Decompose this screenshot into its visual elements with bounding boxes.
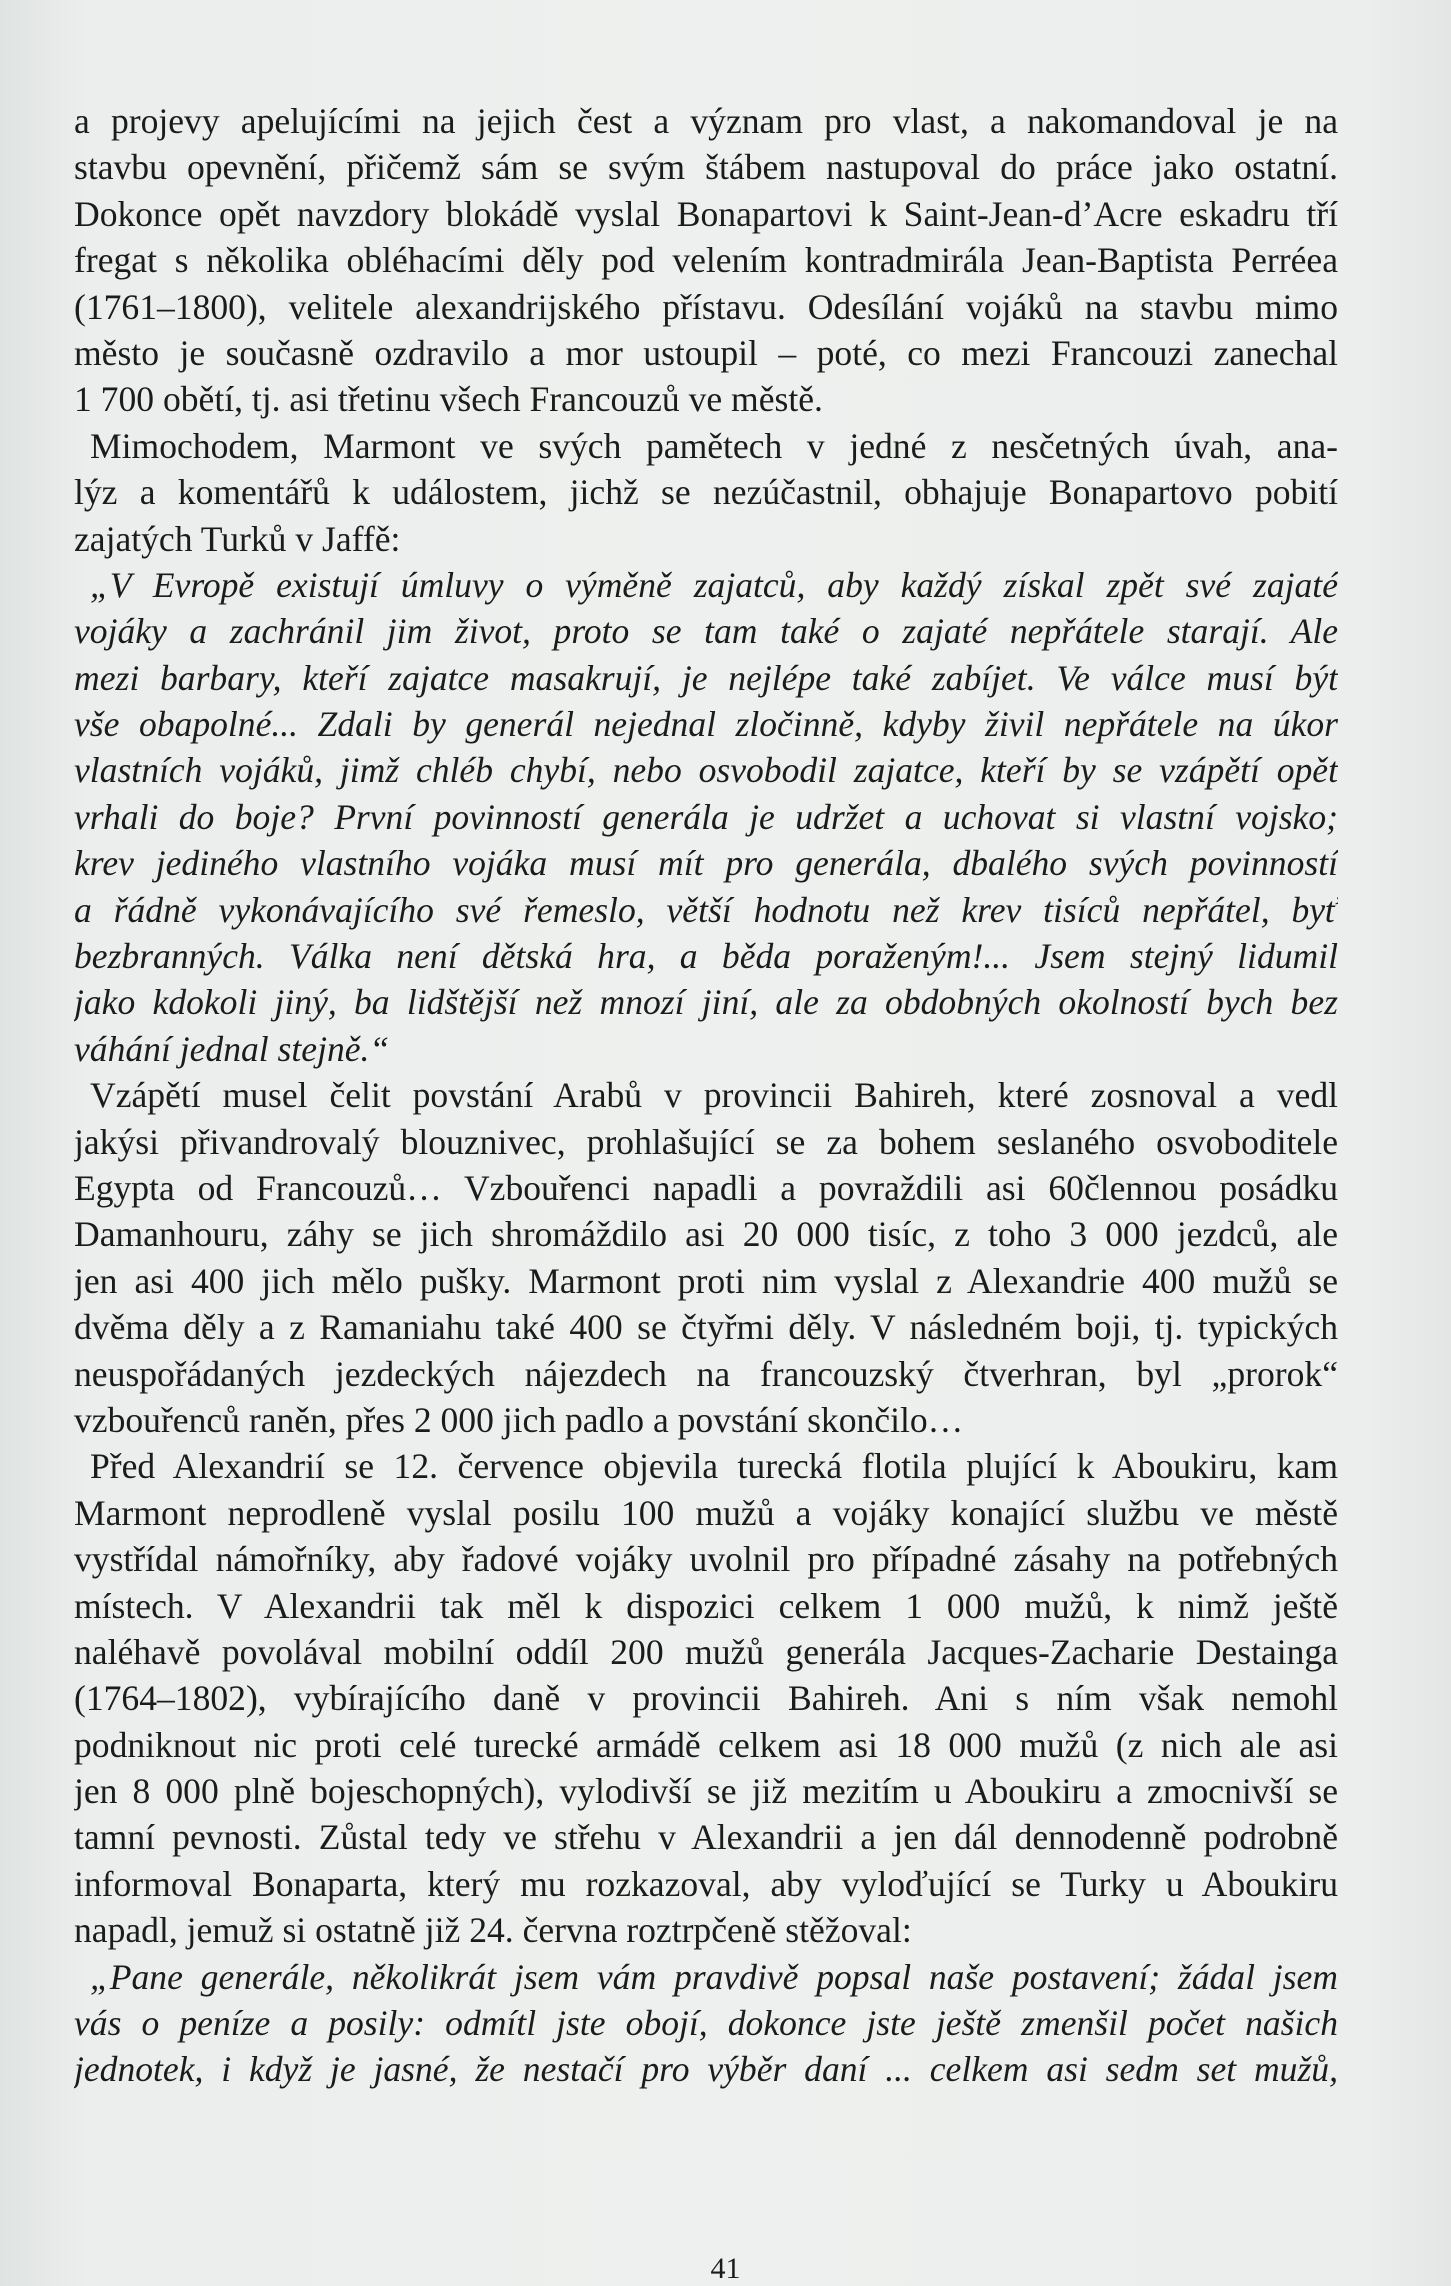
- quote-line: váhání jednal stejně.“: [74, 1028, 390, 1069]
- text-line: dvěma děly a z Ramaniahu také 400 se čtyřmi děly. V následném boji, tj. typických: [74, 1307, 1338, 1348]
- text-line: zajatých Turků v Jaffě:: [74, 518, 401, 559]
- text-line: stavbu opevnění, přičemž sám se svým štábem nastupoval do práce jako ostatní.: [74, 147, 1338, 188]
- quote-line: jako kdokoli jiný, ba lidštější než mnozí jiní, ale za obdobných okolností bych bez: [74, 982, 1338, 1023]
- text-line: Dokonce opět navzdory blokádě vyslal Bonapartovi k Saint-Jean-d’Acre eskadru tří: [74, 193, 1338, 234]
- quote-line: jednotek, i když je jasné, že nestačí pro výběr daní ... celkem asi sedm set mužů,: [74, 2049, 1338, 2090]
- text-line: informoval Bonaparta, který mu rozkazoval, aby vyloďující se Turky u Aboukiru: [74, 1863, 1338, 1904]
- quote-line: „V Evropě existují úmluvy o výměně zajatců, aby každý získal zpět své zajaté: [90, 564, 1338, 605]
- text-line: neuspořádaných jezdeckých nájezdech na francouzský čtverhran, byl „prorok“: [74, 1353, 1338, 1394]
- text-line: jen 8 000 plně bojeschopných), vylodivší se již mezitím u Aboukiru a zmocnivší se: [74, 1771, 1338, 1812]
- quote-line: bezbranných. Válka není dětská hra, a běda poraženým!... Jsem stejný lidumil: [74, 936, 1338, 977]
- text-line: jakýsi přivandrovalý blouznivec, prohlašující se za bohem seslaného osvoboditele: [74, 1121, 1338, 1162]
- text-line: (1761–1800), velitele alexandrijského přístavu. Odesílání vojáků na stavbu mimo: [74, 286, 1338, 327]
- text-line: fregat s několika obléhacími děly pod velením kontradmirála Jean-Baptista Perréea: [74, 240, 1338, 281]
- body-text: [74, 98, 1338, 2093]
- text-line: jen asi 400 jich mělo pušky. Marmont proti nim vyslal z Alexandrie 400 mužů se: [74, 1260, 1338, 1301]
- page-number: 41: [710, 2252, 741, 2285]
- text-line: lýz a komentářů k událostem, jichž se nezúčastnil, obhajuje Bonapartovo pobití: [74, 472, 1338, 513]
- text-line: místech. V Alexandrii tak měl k dispozici celkem 1 000 mužů, k nimž ještě: [74, 1585, 1338, 1626]
- text-line: (1764–1802), vybírajícího daně v provincii Bahireh. Ani s ním však nemohl: [74, 1678, 1338, 1719]
- text-line: Damanhouru, záhy se jich shromáždilo asi 20 000 tisíc, z toho 3 000 jezdců, ale: [74, 1214, 1338, 1255]
- quote-line: vrhali do boje? První povinností generála je udržet a uchovat si vlastní vojsko;: [74, 796, 1338, 837]
- quote-line: a řádně vykonávajícího své řemeslo, větší hodnotu než krev tisíců nepřátel, byť: [74, 889, 1338, 930]
- text-line: podniknout nic proti celé turecké armádě celkem asi 18 000 mužů (z nich ale asi: [74, 1724, 1338, 1765]
- quote-line: vás o peníze a posily: odmítl jste obojí, dokonce jste ještě zmenšil počet našich: [74, 2003, 1338, 2044]
- text-line: Před Alexandrií se 12. července objevila turecká flotila plující k Aboukiru, kam: [90, 1446, 1338, 1487]
- text-line: napadl, jemuž si ostatně již 24. června roztrpčeně stěžoval:: [74, 1910, 912, 1951]
- text-line: vystřídal námořníky, aby řadové vojáky uvolnil pro případné zásahy na potřebných: [74, 1539, 1338, 1580]
- text-line: Vzápětí musel čelit povstání Arabů v provincii Bahireh, které zosnoval a vedl: [90, 1075, 1338, 1116]
- text-line: tamní pevnosti. Zůstal tedy ve střehu v Alexandrii a jen dál dennodenně podrobně: [74, 1817, 1338, 1858]
- quote-line: vlastních vojáků, jimž chléb chybí, nebo osvobodil zajatce, kteří by se vzápětí opět: [74, 750, 1338, 791]
- text-line: 1 700 obětí, tj. asi třetinu všech Francouzů ve městě.: [74, 379, 823, 420]
- text-line: Egypta od Francouzů… Vzbouřenci napadli a povraždili asi 60člennou posádku: [74, 1167, 1338, 1208]
- text-line: Marmont neprodleně vyslal posilu 100 mužů a vojáky konající službu ve městě: [74, 1492, 1338, 1533]
- quote-line: krev jediného vlastního vojáka musí mít pro generála, dbalého svých povinností: [74, 843, 1338, 884]
- quote-line: mezi barbary, kteří zajatce masakrují, je nejlépe také zabíjet. Ve válce musí být: [74, 657, 1338, 698]
- quote-line: vše obapolné... Zdali by generál nejednal zločinně, kdyby živil nepřátele na úkor: [74, 704, 1338, 745]
- quote-line: vojáky a zachránil jim život, proto se tam také o zajaté nepřátele starají. Ale: [74, 611, 1338, 652]
- text-line: město je současně ozdravilo a mor ustoupil – poté, co mezi Francouzi zanechal: [74, 332, 1338, 373]
- text-line: vzbouřenců raněn, přes 2 000 jich padlo a povstání skončilo…: [74, 1399, 964, 1440]
- quote-line: „Pane generále, několikrát jsem vám pravdivě popsal naše postavení; žádal jsem: [90, 1956, 1338, 1997]
- text-line: a projevy apelujícími na jejich čest a význam pro vlast, a nakomandoval je na: [74, 101, 1338, 141]
- text-line: naléhavě povolával mobilní oddíl 200 mužů generála Jacques-Zacharie Destainga: [74, 1631, 1338, 1672]
- text-line: Mimochodem, Marmont ve svých pamětech v jedné z nesčetných úvah, ana-: [90, 425, 1338, 466]
